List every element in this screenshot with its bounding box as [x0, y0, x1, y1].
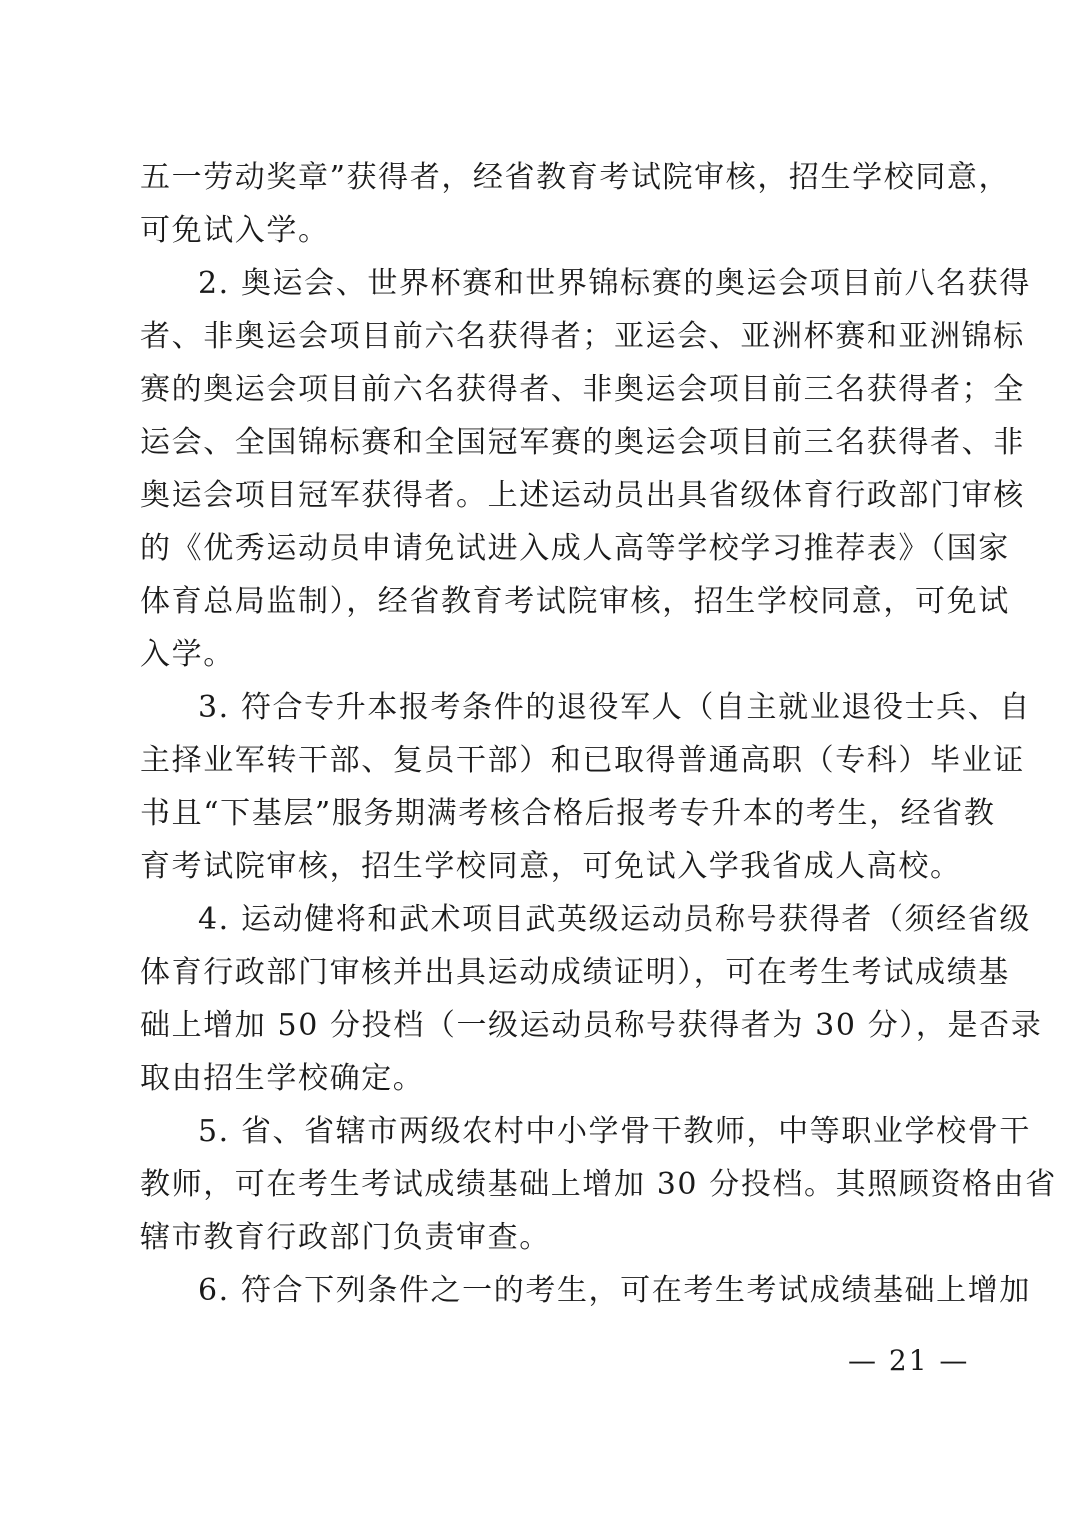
text-line: 者、非奥运会项目前六名获得者；亚运会、亚洲杯赛和亚洲锦标: [140, 319, 1025, 354]
text-line: 奥运会项目冠军获得者。上述运动员出具省级体育行政部门审核: [140, 478, 1025, 513]
text-line: 6. 符合下列条件之一的考生，可在考生考试成绩基础上增加: [198, 1273, 1031, 1308]
text-line: 教师，可在考生考试成绩基础上增加 30 分投档。其照顾资格由省: [140, 1167, 1057, 1202]
text-line: 运会、全国锦标赛和全国冠军赛的奥运会项目前三名获得者、非: [140, 425, 1025, 460]
text-line: 取由招生学校确定。: [140, 1061, 425, 1096]
text-line: 2. 奥运会、世界杯赛和世界锦标赛的奥运会项目前八名获得: [198, 266, 1031, 301]
text-line: 入学。: [140, 637, 235, 672]
text-line: 体育总局监制），经省教育考试院审核，招生学校同意，可免试: [140, 584, 1010, 619]
text-line: 4. 运动健将和武术项目武英级运动员称号获得者（须经省级: [198, 902, 1031, 937]
text-line: 可免试入学。: [140, 213, 330, 248]
text-line: 赛的奥运会项目前六名获得者、非奥运会项目前三名获得者；全: [140, 372, 1025, 407]
text-line: 的《优秀运动员申请免试进入成人高等学校学习推荐表》（国家: [140, 531, 1010, 566]
text-line: 五一劳动奖章”获得者，经省教育考试院审核，招生学校同意，: [140, 160, 1011, 195]
text-line: 体育行政部门审核并出具运动成绩证明），可在考生考试成绩基: [140, 955, 1010, 990]
text-line: 5. 省、省辖市两级农村中小学骨干教师，中等职业学校骨干: [198, 1114, 1031, 1149]
page-number: — 21 —: [848, 1344, 970, 1377]
text-line: 育考试院审核，招生学校同意，可免试入学我省成人高校。: [140, 849, 962, 884]
text-line: 础上增加 50 分投档（一级运动员称号获得者为 30 分），是否录: [140, 1008, 1043, 1043]
text-line: 主择业军转干部、复员干部）和已取得普通高职（专科）毕业证: [140, 743, 1025, 778]
text-line: 辖市教育行政部门负责审查。: [140, 1220, 551, 1255]
text-line: 3. 符合专升本报考条件的退役军人（自主就业退役士兵、自: [198, 690, 1031, 725]
text-line: 书且“下基层”服务期满考核合格后报考专升本的考生，经省教: [140, 796, 996, 831]
